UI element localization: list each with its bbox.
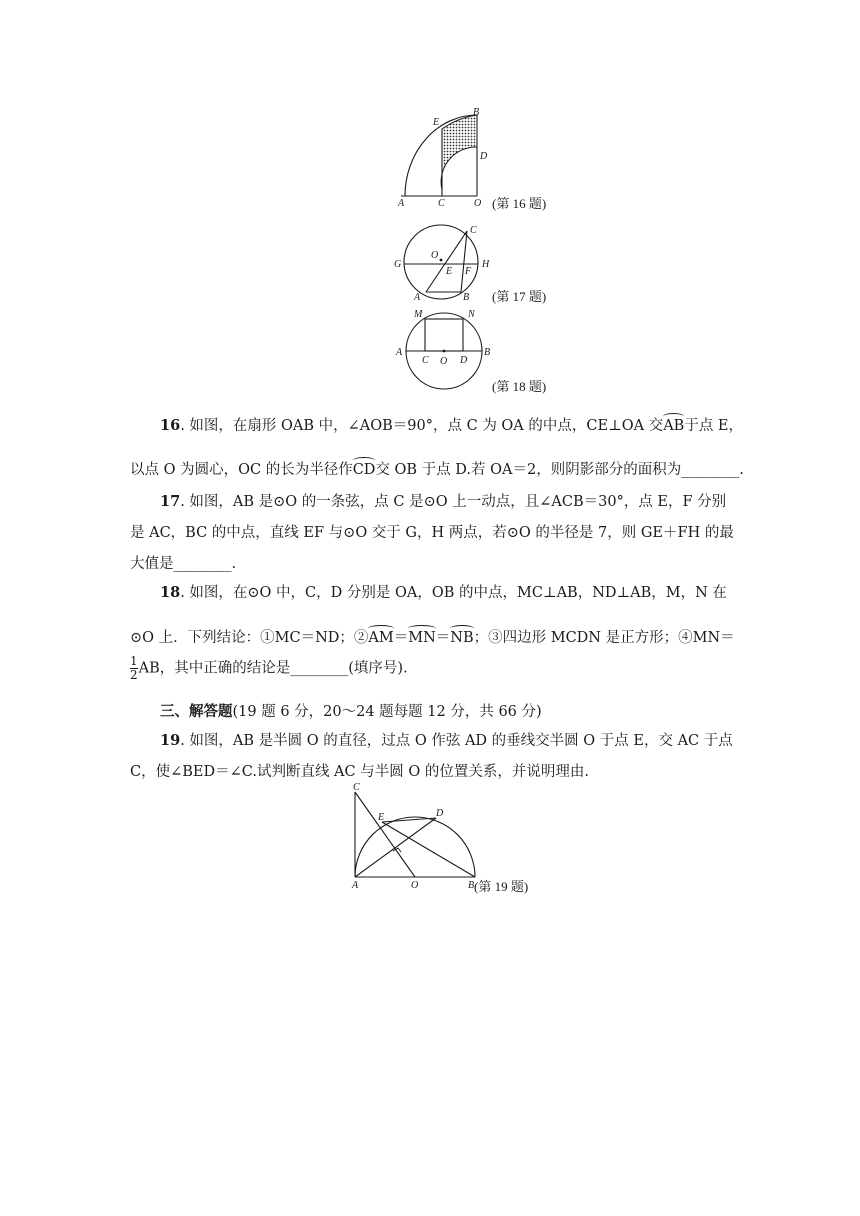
q16-line1: 16. 如图，在扇形 OAB 中，∠AOB＝90°，点 C 为 OA 的中点，CE⊥OA 交AB于点 E， (160, 417, 744, 434)
label-h: H (482, 259, 490, 270)
label-b: B (473, 107, 480, 118)
shaded-region (441, 115, 477, 190)
label-b: B (468, 880, 475, 891)
label-a: A (396, 347, 403, 358)
figure-19 (348, 780, 483, 892)
label-e: E (378, 812, 385, 823)
label-f: F (465, 266, 472, 277)
label-d: D (436, 808, 444, 819)
label-m: M (414, 309, 423, 320)
label-e: E (433, 117, 440, 128)
label-a: A (398, 198, 405, 209)
label-a: A (352, 880, 359, 891)
figure-16 (395, 105, 505, 210)
label-o: O (474, 198, 482, 209)
label-n: N (468, 309, 475, 320)
q18-line3: $\frac{1}{2}$ AB，其中正确的结论是________(填序号). (130, 654, 408, 682)
q16-line2: 以点 O 为圆心，OC 的长为半径作CD交 OB 于点 D.若 OA＝2，则阴影部分的面积为________. (130, 462, 744, 478)
label-c: C (438, 198, 445, 209)
caption-fig16: (第 16 题) (492, 196, 547, 211)
label-c: C (470, 225, 477, 236)
figure-17 (392, 222, 497, 302)
label-e: E (446, 266, 453, 277)
semicircle-o (355, 817, 475, 877)
q18-line1: 18. 如图，在⊙O 中，C，D 分别是 OA，OB 的中点，MC⊥AB，ND⊥AB，M，N 在 (160, 584, 727, 601)
q17-line2: 是 AC，BC 的中点，直线 EF 与⊙O 交于 G，H 两点，若⊙O 的半径是 7，则 GE＋FH 的最 (130, 525, 734, 541)
label-a: A (414, 292, 421, 302)
label-b: B (484, 347, 491, 358)
q19-line1: 19. 如图，AB 是半圆 O 的直径，过点 O 作弦 AD 的垂线交半圆 O 于点 E，交 AC 于点 (160, 732, 733, 749)
q18-line2: ⊙O 上．下列结论：①MC＝ND；②AM＝MN＝NB；③四边形 MCDN 是正方形；④MN＝ (130, 630, 735, 646)
label-o: O (440, 356, 448, 367)
figure-18 (392, 305, 497, 397)
q19-line2: C，使∠BED＝∠C.试判断直线 AC 与半圆 O 的位置关系，并说明理由. (130, 764, 589, 780)
label-c: C (422, 355, 429, 366)
label-o: O (411, 880, 419, 891)
label-d: D (460, 355, 468, 366)
caption-fig17: (第 17 题) (492, 289, 547, 304)
label-b: B (463, 292, 470, 302)
caption-fig18: (第 18 题) (492, 379, 547, 394)
label-o: O (431, 250, 439, 261)
label-d: D (480, 151, 488, 162)
q17-line3: 大值是________. (130, 556, 237, 572)
caption-fig19: (第 19 题) (474, 879, 529, 894)
label-c: C (353, 782, 360, 793)
section-title: 三、解答题(19 题 6 分，20～24 题每题 12 分，共 66 分) (160, 703, 542, 720)
fraction-one-half: $\frac{1}{2}$ (130, 654, 138, 682)
q17-line1: 17. 如图，AB 是⊙O 的一条弦，点 C 是⊙O 上一动点，且∠ACB＝30°，点 E，F 分别 (160, 493, 727, 510)
label-g: G (394, 259, 402, 270)
